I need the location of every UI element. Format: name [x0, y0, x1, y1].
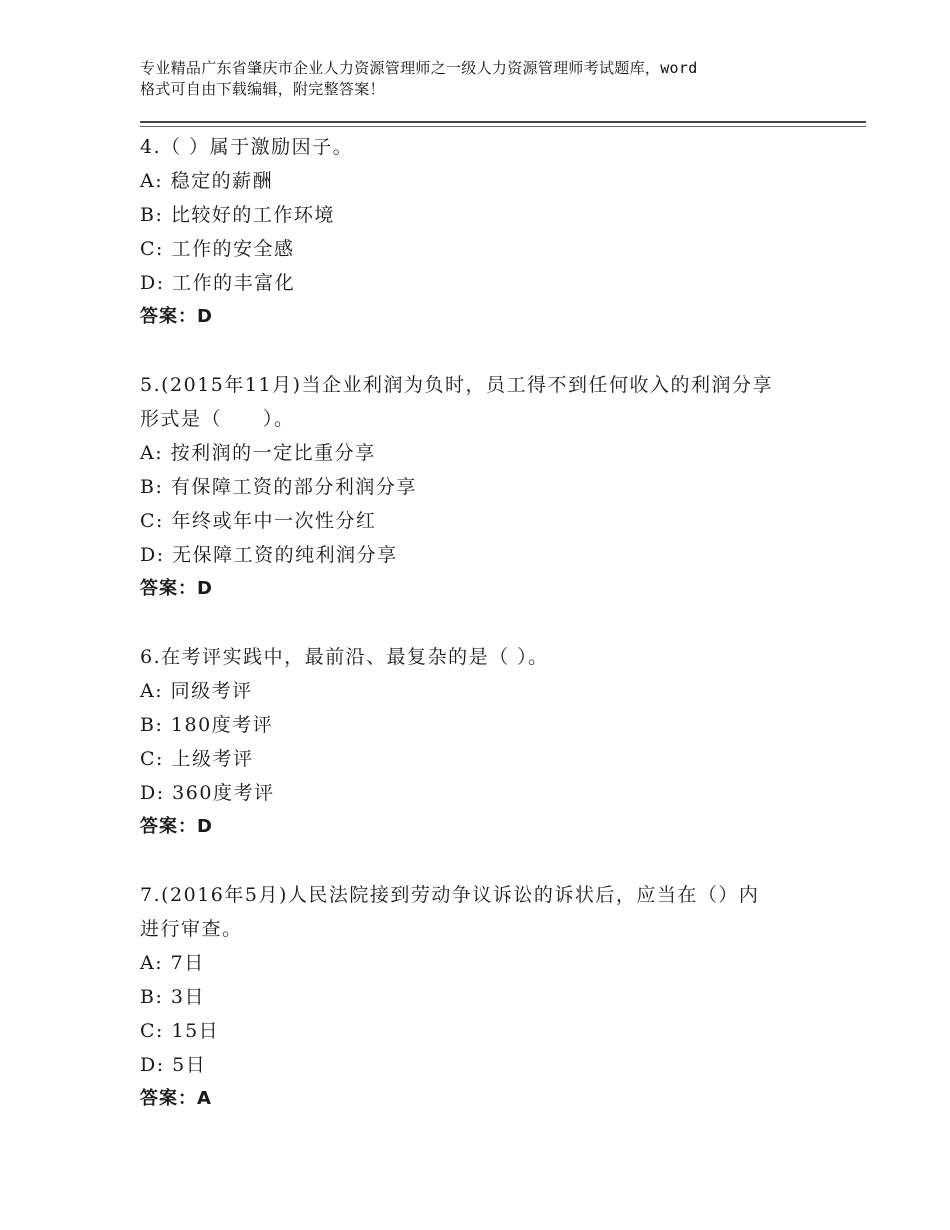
answer-label: 答案：D	[140, 816, 213, 837]
question-7	[140, 878, 830, 1116]
option-b: B: 有保障工资的部分利润分享	[140, 476, 417, 498]
document-header	[140, 58, 830, 100]
header-title-line-1: 专业精品广东省肇庆市企业人力资源管理师之一级人力资源管理师考试题库，word	[140, 59, 698, 77]
option-c: C: 15日	[140, 1020, 220, 1042]
option-a: A: 同级考评	[140, 680, 253, 702]
question-stem-continued: 形式是（ ）。	[140, 408, 295, 430]
spacer	[140, 844, 830, 878]
question-5	[140, 368, 830, 606]
option-c: C: 上级考评	[140, 748, 254, 770]
header-title-line-2: 格式可自由下载编辑，附完整答案！	[140, 80, 385, 98]
header-divider-thin	[140, 126, 866, 127]
option-c: C: 年终或年中一次性分红	[140, 510, 377, 532]
option-a: A: 7日	[140, 952, 205, 974]
spacer	[140, 334, 830, 368]
question-stem: 6.在考评实践中，最前沿、最复杂的是（ ）。	[140, 646, 549, 668]
option-a: A: 稳定的薪酬	[140, 170, 274, 192]
question-stem: 4.（ ）属于激励因子。	[140, 136, 354, 158]
question-stem: 7.(2016年5月)人民法院接到劳动争议诉讼的诉状后，应当在（）内	[140, 884, 760, 906]
answer-label: 答案：D	[140, 306, 213, 327]
option-c: C: 工作的安全感	[140, 238, 295, 260]
answer-label: 答案：A	[140, 1088, 212, 1109]
option-b: B: 比较好的工作环境	[140, 204, 335, 226]
question-list	[140, 130, 830, 1116]
question-stem: 5.(2015年11月)当企业利润为负时，员工得不到任何收入的利润分享	[140, 374, 773, 396]
option-d: D: 工作的丰富化	[140, 272, 296, 294]
option-d: D: 无保障工资的纯利润分享	[140, 544, 398, 566]
question-4	[140, 130, 830, 334]
header-divider-thick	[140, 121, 866, 123]
option-d: D: 5日	[140, 1054, 207, 1076]
question-6	[140, 640, 830, 844]
option-a: A: 按利润的一定比重分享	[140, 442, 376, 464]
spacer	[140, 606, 830, 640]
option-b: B: 3日	[140, 986, 205, 1008]
option-b: B: 180度考评	[140, 714, 274, 736]
answer-label: 答案：D	[140, 578, 213, 599]
option-d: D: 360度考评	[140, 782, 275, 804]
question-stem-continued: 进行审查。	[140, 918, 243, 940]
